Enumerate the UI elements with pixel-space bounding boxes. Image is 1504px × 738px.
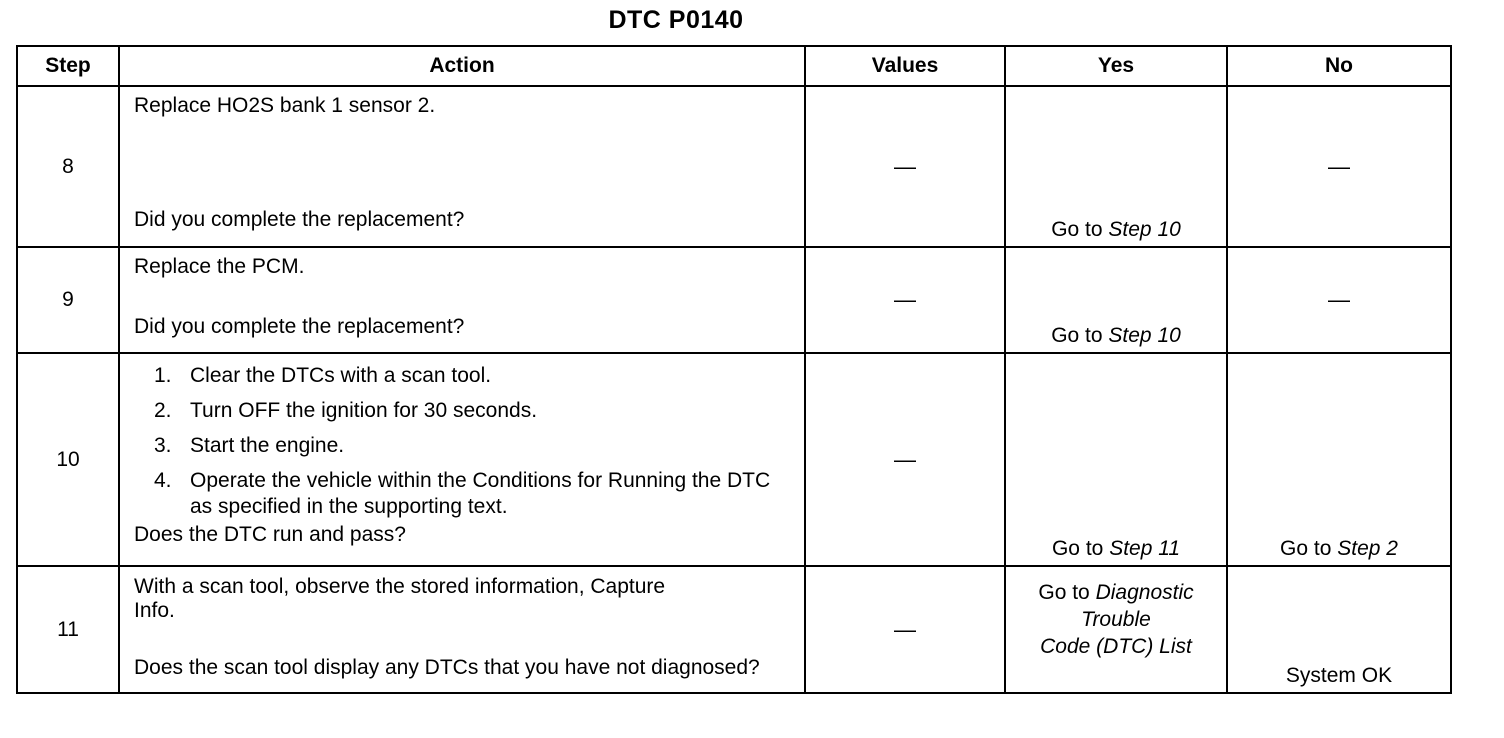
- action-question: Did you complete the replacement?: [134, 208, 465, 231]
- yes-goto-prefix: Go to: [1051, 324, 1103, 347]
- column-header-no: No: [1227, 46, 1451, 86]
- column-header-step: Step: [17, 46, 119, 86]
- table-row: [17, 86, 1451, 247]
- page-title: DTC P0140: [608, 6, 744, 34]
- yes-goto-link[interactable]: Step 10: [1108, 324, 1181, 347]
- yes-goto-link[interactable]: Trouble: [1081, 608, 1151, 631]
- procedure-step-number: 3.: [154, 434, 172, 457]
- action-text: Replace the PCM.: [134, 255, 305, 278]
- procedure-step: [154, 433, 794, 459]
- values-cell: —: [805, 247, 1005, 353]
- procedure-step-number: 4.: [154, 469, 172, 492]
- action-cell: [119, 566, 805, 693]
- no-cell: —: [1227, 86, 1451, 247]
- action-question: Did you complete the replacement?: [134, 315, 465, 338]
- procedure-step-number: 1.: [154, 364, 172, 387]
- yes-goto-prefix: Go to: [1051, 537, 1104, 560]
- yes-cell: [1005, 353, 1227, 566]
- procedure-step-text: Start the engine.: [190, 434, 345, 457]
- values-cell: —: [805, 566, 1005, 693]
- yes-cell: [1005, 247, 1227, 353]
- table-row: [17, 353, 1451, 566]
- yes-cell: [1005, 566, 1227, 693]
- step-number: 11: [17, 566, 119, 693]
- no-goto-link[interactable]: Step 2: [1337, 537, 1398, 560]
- procedure-step-text: Operate the vehicle within the Conditions for Running the DTC as specified in the supporting text.: [190, 469, 771, 518]
- procedure-step-number: 2.: [154, 399, 172, 422]
- procedure-step: [154, 468, 794, 520]
- yes-goto-prefix: Go to: [1051, 218, 1103, 241]
- procedure-step-text: Turn OFF the ignition for 30 seconds.: [190, 399, 538, 422]
- procedure-step: [154, 363, 794, 389]
- step-number: 10: [17, 353, 119, 566]
- column-header-action: Action: [119, 46, 805, 86]
- yes-goto-link[interactable]: Diagnostic: [1095, 581, 1194, 604]
- table-row: [17, 566, 1451, 693]
- step-number: 8: [17, 86, 119, 247]
- action-text: With a scan tool, observe the stored information, Capture Info.: [134, 575, 666, 622]
- values-cell: —: [805, 353, 1005, 566]
- action-cell: [119, 86, 805, 247]
- procedure-list: [134, 363, 794, 520]
- step-number: 9: [17, 247, 119, 353]
- table-row: [17, 247, 1451, 353]
- no-cell: System OK: [1227, 566, 1451, 693]
- action-cell: [119, 247, 805, 353]
- action-question: Does the scan tool display any DTCs that you have not diagnosed?: [134, 656, 760, 679]
- values-cell: —: [805, 86, 1005, 247]
- no-cell: —: [1227, 247, 1451, 353]
- procedure-step-text: Clear the DTCs with a scan tool.: [190, 364, 492, 387]
- action-cell: [119, 353, 805, 566]
- yes-goto-link[interactable]: Step 10: [1108, 218, 1181, 241]
- yes-goto-link[interactable]: Code (DTC) List: [1040, 635, 1192, 658]
- no-cell: [1227, 353, 1451, 566]
- diagnostic-table: [16, 45, 1452, 694]
- yes-cell: [1005, 86, 1227, 247]
- action-text: Replace HO2S bank 1 sensor 2.: [134, 94, 436, 117]
- yes-goto-link[interactable]: Step 11: [1109, 537, 1181, 560]
- no-goto-prefix: Go to: [1280, 537, 1332, 560]
- yes-goto-prefix: Go to: [1038, 581, 1090, 604]
- column-header-yes: Yes: [1005, 46, 1227, 86]
- column-header-values: Values: [805, 46, 1005, 86]
- procedure-step: [154, 398, 794, 424]
- action-question: Does the DTC run and pass?: [134, 523, 406, 546]
- header-row: [17, 46, 1451, 86]
